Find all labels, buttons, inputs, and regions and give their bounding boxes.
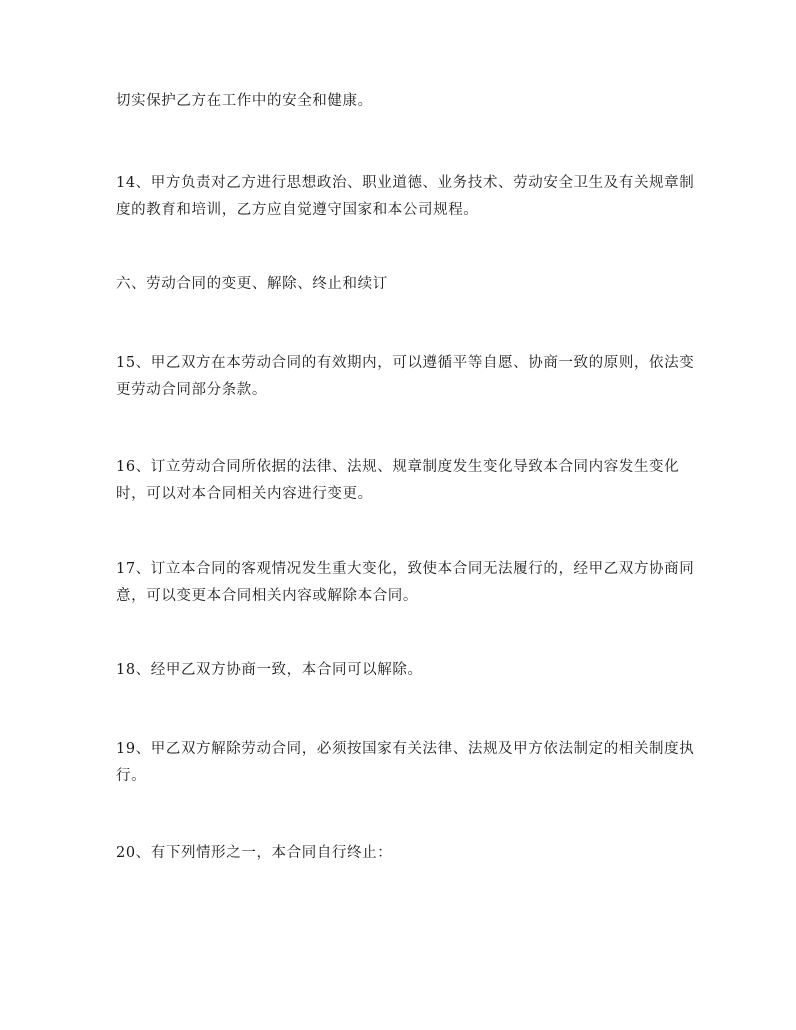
section-heading-6: 六、劳动合同的变更、解除、终止和续订 [116, 276, 388, 292]
clause-16: 16、订立劳动合同所依据的法律、法规、规章制度发生变化导致本合同内容发生变化时，可以对本合同相关内容进行变更。 [116, 459, 680, 502]
paragraph-continuation: 切实保护乙方在工作中的安全和健康。 [116, 93, 373, 109]
clause-14: 14、甲方负责对乙方进行思想政治、职业道德、业务技术、劳动安全卫生及有关规章制度的教育和培训，乙方应自觉遵守国家和本公司规程。 [116, 175, 695, 218]
clause-19: 19、甲乙双方解除劳动合同，必须按国家有关法律、法规及甲方依法制定的相关制度执行。 [116, 741, 695, 784]
clause-17: 17、订立本合同的客观情况发生重大变化，致使本合同无法履行的，经甲乙双方协商同意，可以变更本合同相关内容或解除本合同。 [116, 561, 695, 604]
clause-20: 20、有下列情形之一，本合同自行终止： [116, 845, 393, 861]
clause-15: 15、甲乙双方在本劳动合同的有效期内，可以遵循平等自愿、协商一致的原则，依法变更劳动合同部分条款。 [116, 355, 695, 398]
clause-18: 18、经甲乙双方协商一致，本合同可以解除。 [116, 662, 423, 678]
